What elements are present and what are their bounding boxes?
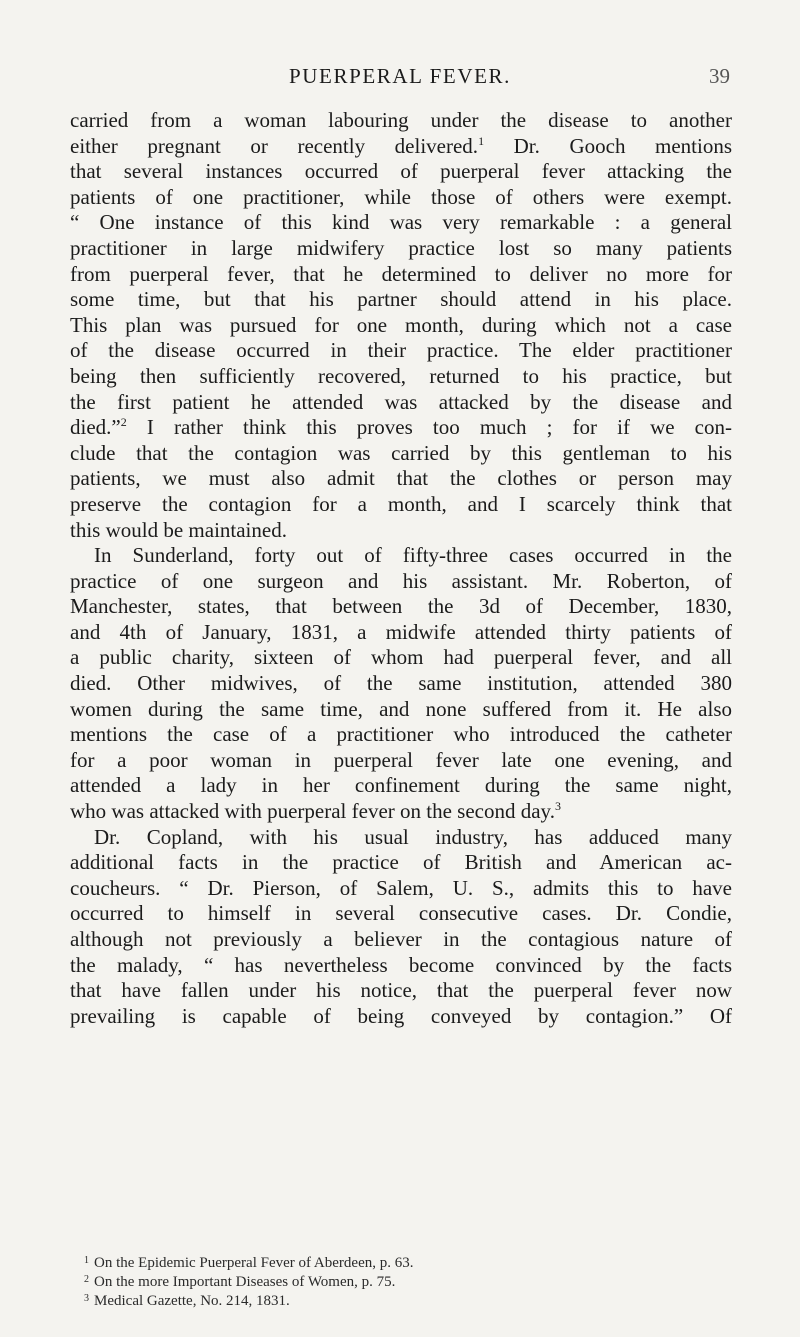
text-line: although not previously a believer in the contagious nature of xyxy=(70,927,732,951)
text-line: for a poor woman in puerperal fever late one evening, and xyxy=(70,747,732,772)
footnote-text: On the more Important Diseases of Women, p. 75. xyxy=(94,1274,396,1290)
text-line: died. Other midwives, of the same institution, attended 380 xyxy=(70,671,732,696)
footnotes xyxy=(70,1254,732,1311)
footnote-text: Medical Gazette, No. 214, 1831. xyxy=(94,1293,290,1309)
footnote-text: On the Epidemic Puerperal Fever of Aberdeen, p. 63. xyxy=(94,1255,414,1271)
text-segment: who was attacked with puerperal fever on the second day. xyxy=(70,799,555,824)
text-line: practitioner in large midwifery practice lost so many patients xyxy=(70,235,732,260)
paragraph-2 xyxy=(70,543,732,825)
text-line: this would be maintained. xyxy=(70,517,287,542)
text-line: a public charity, sixteen of whom had puerperal fever, and all xyxy=(70,645,732,670)
text-line: patients of one practitioner, while those of others were exempt. xyxy=(70,184,732,209)
footnote-3 xyxy=(70,1292,732,1311)
text-line: additional facts in the practice of British and American ac- xyxy=(70,850,732,875)
text-segment: I rather think this proves too much ; for if we con- xyxy=(126,415,732,440)
text-segment: died.” xyxy=(70,415,121,440)
text-line: prevailing is capable of being conveyed by contagion.” Of xyxy=(70,1003,732,1028)
running-head: PUERPERAL FEVER. xyxy=(288,64,511,88)
paragraph-1 xyxy=(70,108,732,543)
footnote-mark: 2 xyxy=(84,1274,89,1285)
text-line: attended a lady in her confinement during the same night, xyxy=(70,773,732,798)
text-line xyxy=(70,134,732,160)
text-line: the malady, “ has nevertheless become convinced by the facts xyxy=(70,952,732,977)
footnote-ref: 2 xyxy=(120,415,127,430)
page-number: 39 xyxy=(709,64,730,88)
text-line: coucheurs. “ Dr. Pierson, of Salem, U. S., admits this to have xyxy=(70,875,732,900)
footnote-mark: 3 xyxy=(84,1293,89,1304)
text-line: occurred to himself in several consecutive cases. Dr. Condie, xyxy=(70,901,732,926)
footnote-1 xyxy=(70,1254,732,1273)
text-line: This plan was pursued for one month, during which not a case xyxy=(70,312,732,337)
text-line: some time, but that his partner should attend in his place. xyxy=(70,287,732,312)
text-line: women during the same time, and none suffered from it. He also xyxy=(70,696,732,721)
text-line: mentions the case of a practitioner who introduced the catheter xyxy=(70,722,732,747)
footnote-ref: 1 xyxy=(478,133,485,148)
text-line xyxy=(70,415,732,441)
text-line: preserve the contagion for a month, and I scarcely think that xyxy=(70,491,732,516)
text-line: “ One instance of this kind was very remarkable : a general xyxy=(70,210,732,235)
text-line: patients, we must also admit that the clothes or person may xyxy=(70,466,732,491)
text-line: from puerperal fever, that he determined to deliver no more for xyxy=(70,261,732,286)
text-line: and 4th of January, 1831, a midwife attended thirty patients of xyxy=(70,619,732,644)
text-line xyxy=(70,799,732,825)
text-segment: Dr. Gooch mentions xyxy=(484,133,733,158)
text-line: of the disease occurred in their practice. The elder practitioner xyxy=(70,338,732,363)
text-line: In Sunderland, forty out of fifty-three cases occurred in the xyxy=(94,543,732,568)
text-line: Dr. Copland, with his usual industry, has adduced many xyxy=(94,824,732,849)
page-header xyxy=(70,64,730,94)
text-line: that have fallen under his notice, that the puerperal fever now xyxy=(70,978,732,1003)
text-line: that several instances occurred of puerperal fever attacking the xyxy=(70,159,732,184)
footnote-2 xyxy=(70,1273,732,1292)
text-line: clude that the contagion was carried by this gentleman to his xyxy=(70,440,732,465)
text-line: Manchester, states, that between the 3d of December, 1830, xyxy=(70,594,732,619)
footnote-mark: 1 xyxy=(84,1255,89,1266)
text-line: being then sufficiently recovered, returned to his practice, but xyxy=(70,363,732,388)
body-text xyxy=(70,108,732,1029)
paragraph-3 xyxy=(70,825,732,1030)
footnote-ref: 3 xyxy=(554,799,561,814)
text-line: the first patient he attended was attacked by the disease and xyxy=(70,389,732,414)
text-line: practice of one surgeon and his assistant. Mr. Roberton, of xyxy=(70,568,732,593)
text-segment: either pregnant or recently delivered. xyxy=(70,133,479,158)
text-line: carried from a woman labouring under the disease to another xyxy=(70,108,732,132)
